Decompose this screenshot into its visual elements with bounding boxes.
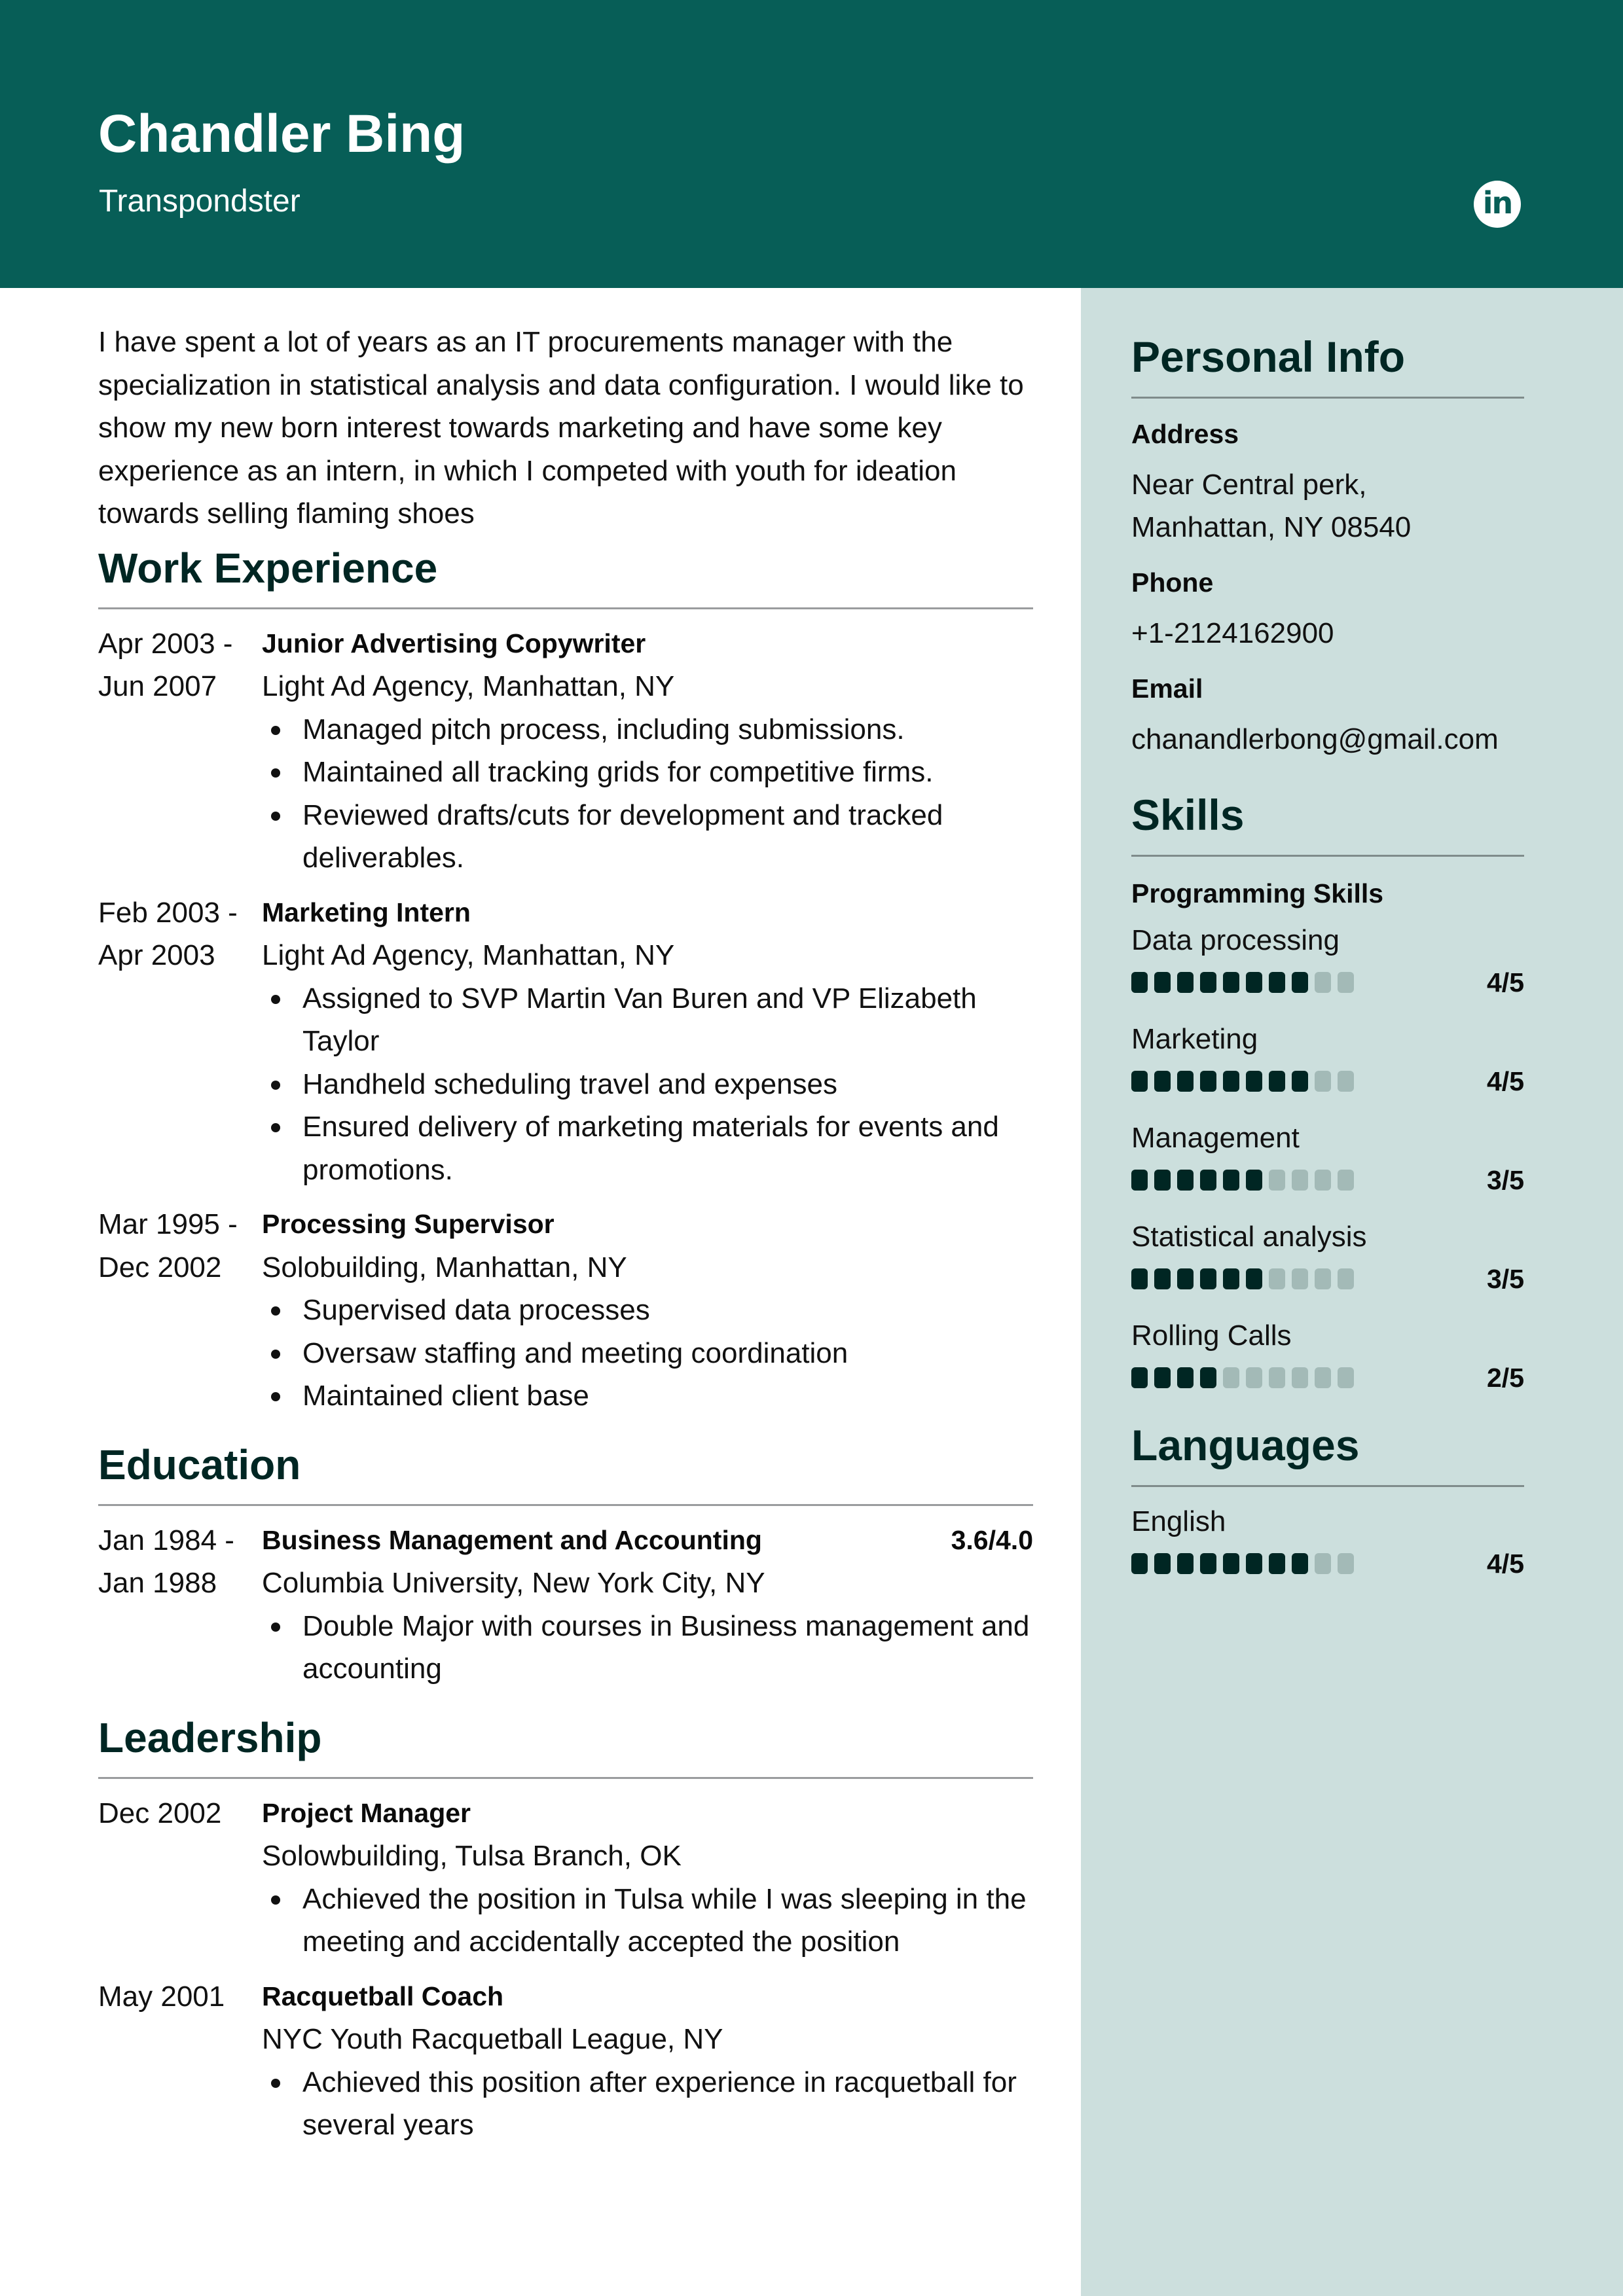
rating-segment-filled: [1177, 1268, 1194, 1289]
rating-segment-filled: [1177, 1071, 1194, 1092]
entry-row: [98, 1203, 1033, 1418]
rating-name: Statistical analysis: [1131, 1221, 1367, 1253]
rating-segment-filled: [1177, 1367, 1194, 1388]
work-experience-section: [98, 544, 1033, 1418]
rating-segment-filled: [1292, 1553, 1308, 1574]
bullet-list: [262, 708, 1033, 880]
rating-segment-empty: [1315, 1553, 1331, 1574]
rating-bar: [1131, 1071, 1354, 1092]
rating-segment-empty: [1315, 1367, 1331, 1388]
entry-title: Project Manager: [262, 1797, 471, 1828]
entry-organization: Solowbuilding, Tulsa Branch, OK: [262, 1840, 682, 1872]
rating-segment-filled: [1269, 972, 1285, 993]
rating-segment-filled: [1200, 1268, 1216, 1289]
bullet-icon: [271, 2079, 280, 2088]
rating-segment-filled: [1154, 1071, 1171, 1092]
entry-row: [98, 622, 1033, 880]
work-entries: [98, 622, 1033, 1418]
bullet-text: Managed pitch process, including submissions.: [302, 713, 905, 745]
bullet-text: Double Major with courses in Business management and accounting: [302, 1609, 1030, 1685]
section-title-skills: Skills: [1131, 791, 1245, 839]
rating-segment-filled: [1177, 1553, 1194, 1574]
rating-item: [1131, 1215, 1524, 1292]
bullet-icon: [271, 1895, 280, 1905]
entry-body: [262, 1203, 1033, 1418]
bullet-icon: [271, 726, 280, 735]
skills-list: [1131, 919, 1524, 1391]
entry-date: Feb 2003 - Apr 2003: [98, 896, 238, 971]
rating-name: Data processing: [1131, 924, 1340, 956]
rating-segment-empty: [1338, 1268, 1354, 1289]
email-value[interactable]: chanandlerbong@gmail.com: [1131, 723, 1499, 755]
bullet-icon: [271, 1392, 280, 1401]
bullet-item: [262, 1063, 1033, 1106]
rating-segment-empty: [1315, 1170, 1331, 1191]
entry-date: Mar 1995 - Dec 2002: [98, 1208, 238, 1283]
bullet-item: [262, 1374, 1033, 1418]
rating-item: [1131, 1500, 1524, 1577]
section-divider: [1131, 397, 1524, 399]
entry-organization: Solobuilding, Manhattan, NY: [262, 1251, 627, 1283]
rating-segment-filled: [1131, 1268, 1148, 1289]
sidebar-content: [1131, 332, 1524, 1579]
bullet-item: [262, 1289, 1033, 1332]
rating-segment-filled: [1131, 1367, 1148, 1388]
rating-segment-filled: [1200, 1071, 1216, 1092]
rating-score: 3/5: [1487, 1164, 1524, 1195]
rating-score: 3/5: [1487, 1263, 1524, 1294]
rating-segment-filled: [1223, 972, 1239, 993]
rating-segment-filled: [1200, 1170, 1216, 1191]
rating-item: [1131, 919, 1524, 996]
rating-row: [1131, 1548, 1524, 1579]
languages-list: [1131, 1500, 1524, 1577]
bullet-text: Oversaw staffing and meeting coordination: [302, 1336, 848, 1369]
rating-segment-filled: [1154, 1268, 1171, 1289]
entry-title: Racquetball Coach: [262, 1981, 504, 2011]
education-entries: [98, 1519, 1033, 1691]
leadership-entries: [98, 1792, 1033, 2147]
bullet-text: Achieved this position after experience in racquetball for several years: [302, 2066, 1017, 2141]
profile-summary: I have spent a lot of years as an IT procurements manager with the specialization in statistical analysis and data configuration. I would like to show my new born interest towards marketing and have some key experience as an intern, in which I competed with youth for ideation towards selling flaming shoes: [98, 326, 1024, 529]
section-divider: [98, 607, 1033, 609]
rating-row: [1131, 1263, 1524, 1294]
bullet-icon: [271, 768, 280, 778]
education-section: [98, 1441, 1033, 1691]
entry-date: Jan 1984 - Jan 1988: [98, 1524, 234, 1599]
leadership-section: [98, 1713, 1033, 2147]
bullet-item: [262, 1605, 1033, 1691]
entry-body: [262, 1792, 1033, 1964]
rating-segment-empty: [1338, 1367, 1354, 1388]
bullet-text: Reviewed drafts/cuts for development and tracked deliverables.: [302, 798, 943, 874]
rating-row: [1131, 969, 1524, 996]
rating-item: [1131, 1018, 1524, 1094]
bullet-list: [262, 2061, 1033, 2147]
rating-segment-filled: [1246, 1553, 1262, 1574]
rating-segment-filled: [1246, 1071, 1262, 1092]
bullet-list: [262, 1605, 1033, 1691]
rating-segment-empty: [1338, 972, 1354, 993]
section-title-education: Education: [98, 1441, 301, 1488]
candidate-title: Transpondster: [99, 184, 301, 219]
bullet-list: [262, 977, 1033, 1192]
entry-row: [98, 1792, 1033, 1964]
section-divider: [1131, 855, 1524, 857]
section-title-work-experience: Work Experience: [98, 544, 438, 592]
section-title-personal-info: Personal Info: [1131, 332, 1406, 381]
languages-section: [1131, 1421, 1524, 1579]
rating-segment-empty: [1338, 1553, 1354, 1574]
rating-score: 4/5: [1487, 967, 1524, 997]
entry-date: Dec 2002: [98, 1797, 222, 1829]
linkedin-icon[interactable]: [1474, 181, 1521, 228]
rating-segment-filled: [1154, 1367, 1171, 1388]
bullet-item: [262, 1878, 1033, 1964]
skills-group-label: Programming Skills: [1131, 878, 1384, 908]
bullet-text: Maintained client base: [302, 1380, 589, 1412]
rating-segment-filled: [1131, 1553, 1148, 1574]
phone-label: Phone: [1131, 567, 1214, 598]
personal-info-section: [1131, 332, 1524, 761]
rating-segment-empty: [1223, 1367, 1239, 1388]
rating-bar: [1131, 1367, 1354, 1388]
rating-segment-empty: [1292, 1367, 1308, 1388]
rating-segment-empty: [1315, 1268, 1331, 1289]
phone-value[interactable]: +1-2124162900: [1131, 617, 1334, 649]
email-label: Email: [1131, 673, 1203, 704]
bullet-item: [262, 2061, 1033, 2147]
address-label: Address: [1131, 419, 1239, 449]
rating-segment-filled: [1154, 1170, 1171, 1191]
candidate-name: Chandler Bing: [98, 104, 465, 164]
rating-score: 4/5: [1487, 1066, 1524, 1096]
bullet-item: [262, 1105, 1033, 1191]
section-divider: [98, 1777, 1033, 1779]
entry-title: Junior Advertising Copywriter: [262, 628, 646, 658]
rating-segment-filled: [1200, 1367, 1216, 1388]
entry-body: [262, 622, 1033, 880]
rating-segment-empty: [1338, 1071, 1354, 1092]
entry-organization: Columbia University, New York City, NY: [262, 1567, 765, 1599]
section-title-languages: Languages: [1131, 1421, 1360, 1469]
rating-score: 2/5: [1487, 1362, 1524, 1393]
bullet-icon: [271, 1306, 280, 1316]
entry-grade: 3.6/4.0: [951, 1524, 1033, 1555]
entry-organization: Light Ad Agency, Manhattan, NY: [262, 939, 675, 971]
bullet-item: [262, 977, 1033, 1063]
bullet-text: Handheld scheduling travel and expenses: [302, 1067, 838, 1100]
rating-score: 4/5: [1487, 1548, 1524, 1579]
rating-bar: [1131, 1268, 1354, 1289]
bullet-text: Achieved the position in Tulsa while I was sleeping in the meeting and accidentally accepted the position: [302, 1882, 1027, 1958]
bullet-text: Supervised data processes: [302, 1294, 650, 1326]
rating-row: [1131, 1068, 1524, 1094]
rating-segment-filled: [1223, 1553, 1239, 1574]
rating-segment-empty: [1315, 1071, 1331, 1092]
skills-section: [1131, 793, 1524, 1391]
entry-row: [98, 1975, 1033, 2147]
rating-segment-filled: [1154, 1553, 1171, 1574]
rating-segment-filled: [1177, 1170, 1194, 1191]
rating-segment-empty: [1292, 1268, 1308, 1289]
rating-segment-filled: [1200, 1553, 1216, 1574]
rating-row: [1131, 1164, 1524, 1195]
rating-segment-filled: [1269, 1553, 1285, 1574]
rating-segment-filled: [1200, 972, 1216, 993]
entry-organization: NYC Youth Racquetball League, NY: [262, 2023, 723, 2055]
resume-header: [0, 0, 1623, 288]
rating-segment-empty: [1315, 972, 1331, 993]
address-line-1: Near Central perk,: [1131, 469, 1367, 501]
rating-segment-filled: [1154, 972, 1171, 993]
rating-name: Management: [1131, 1122, 1300, 1154]
entry-title: Processing Supervisor: [262, 1209, 555, 1239]
rating-segment-filled: [1246, 1170, 1262, 1191]
rating-row: [1131, 1362, 1524, 1393]
entry-body: [262, 1519, 1033, 1691]
rating-name: Marketing: [1131, 1023, 1258, 1055]
bullet-item: [262, 1332, 1033, 1375]
bullet-list: [262, 1878, 1033, 1964]
rating-segment-filled: [1131, 1071, 1148, 1092]
address-line-2: Manhattan, NY 08540: [1131, 511, 1412, 543]
bullet-icon: [271, 1081, 280, 1090]
linkedin-glyph: in: [1482, 185, 1512, 221]
rating-bar: [1131, 1553, 1354, 1574]
rating-segment-filled: [1223, 1071, 1239, 1092]
rating-segment-filled: [1292, 972, 1308, 993]
rating-segment-filled: [1246, 1268, 1262, 1289]
bullet-text: Maintained all tracking grids for competitive firms.: [302, 756, 934, 788]
rating-bar: [1131, 972, 1354, 993]
entry-body: [262, 1975, 1033, 2147]
rating-segment-filled: [1292, 1071, 1308, 1092]
rating-name: English: [1131, 1505, 1226, 1537]
entry-date: May 2001: [98, 1980, 225, 2013]
entry-date: Apr 2003 - Jun 2007: [98, 627, 233, 702]
rating-segment-filled: [1223, 1170, 1239, 1191]
entry-body: [262, 891, 1033, 1192]
bullet-icon: [271, 995, 280, 1004]
rating-bar: [1131, 1170, 1354, 1191]
rating-segment-filled: [1177, 972, 1194, 993]
rating-segment-empty: [1269, 1367, 1285, 1388]
bullet-icon: [271, 1123, 280, 1132]
rating-segment-filled: [1269, 1071, 1285, 1092]
rating-segment-filled: [1223, 1268, 1239, 1289]
bullet-item: [262, 708, 1033, 751]
entry-row: [98, 1519, 1033, 1691]
rating-segment-filled: [1131, 972, 1148, 993]
entry-title: Marketing Intern: [262, 897, 471, 927]
rating-segment-empty: [1338, 1170, 1354, 1191]
rating-segment-filled: [1131, 1170, 1148, 1191]
bullet-item: [262, 751, 1033, 794]
rating-item: [1131, 1117, 1524, 1193]
section-divider: [1131, 1485, 1524, 1487]
bullet-icon: [271, 1350, 280, 1359]
main-column: [98, 321, 1033, 2147]
rating-segment-empty: [1292, 1170, 1308, 1191]
rating-segment-empty: [1269, 1268, 1285, 1289]
bullet-icon: [271, 1623, 280, 1632]
rating-name: Rolling Calls: [1131, 1319, 1292, 1352]
bullet-item: [262, 794, 1033, 880]
entry-row: [98, 891, 1033, 1192]
rating-segment-empty: [1269, 1170, 1285, 1191]
bullet-text: Assigned to SVP Martin Van Buren and VP Elizabeth Taylor: [302, 982, 977, 1057]
rating-item: [1131, 1314, 1524, 1391]
bullet-icon: [271, 812, 280, 821]
bullet-list: [262, 1289, 1033, 1418]
bullet-text: Ensured delivery of marketing materials for events and promotions.: [302, 1111, 999, 1186]
rating-segment-filled: [1246, 972, 1262, 993]
entry-organization: Light Ad Agency, Manhattan, NY: [262, 670, 675, 702]
section-divider: [98, 1504, 1033, 1506]
section-title-leadership: Leadership: [98, 1713, 322, 1761]
rating-segment-empty: [1246, 1367, 1262, 1388]
entry-title: Business Management and Accounting: [262, 1524, 762, 1555]
